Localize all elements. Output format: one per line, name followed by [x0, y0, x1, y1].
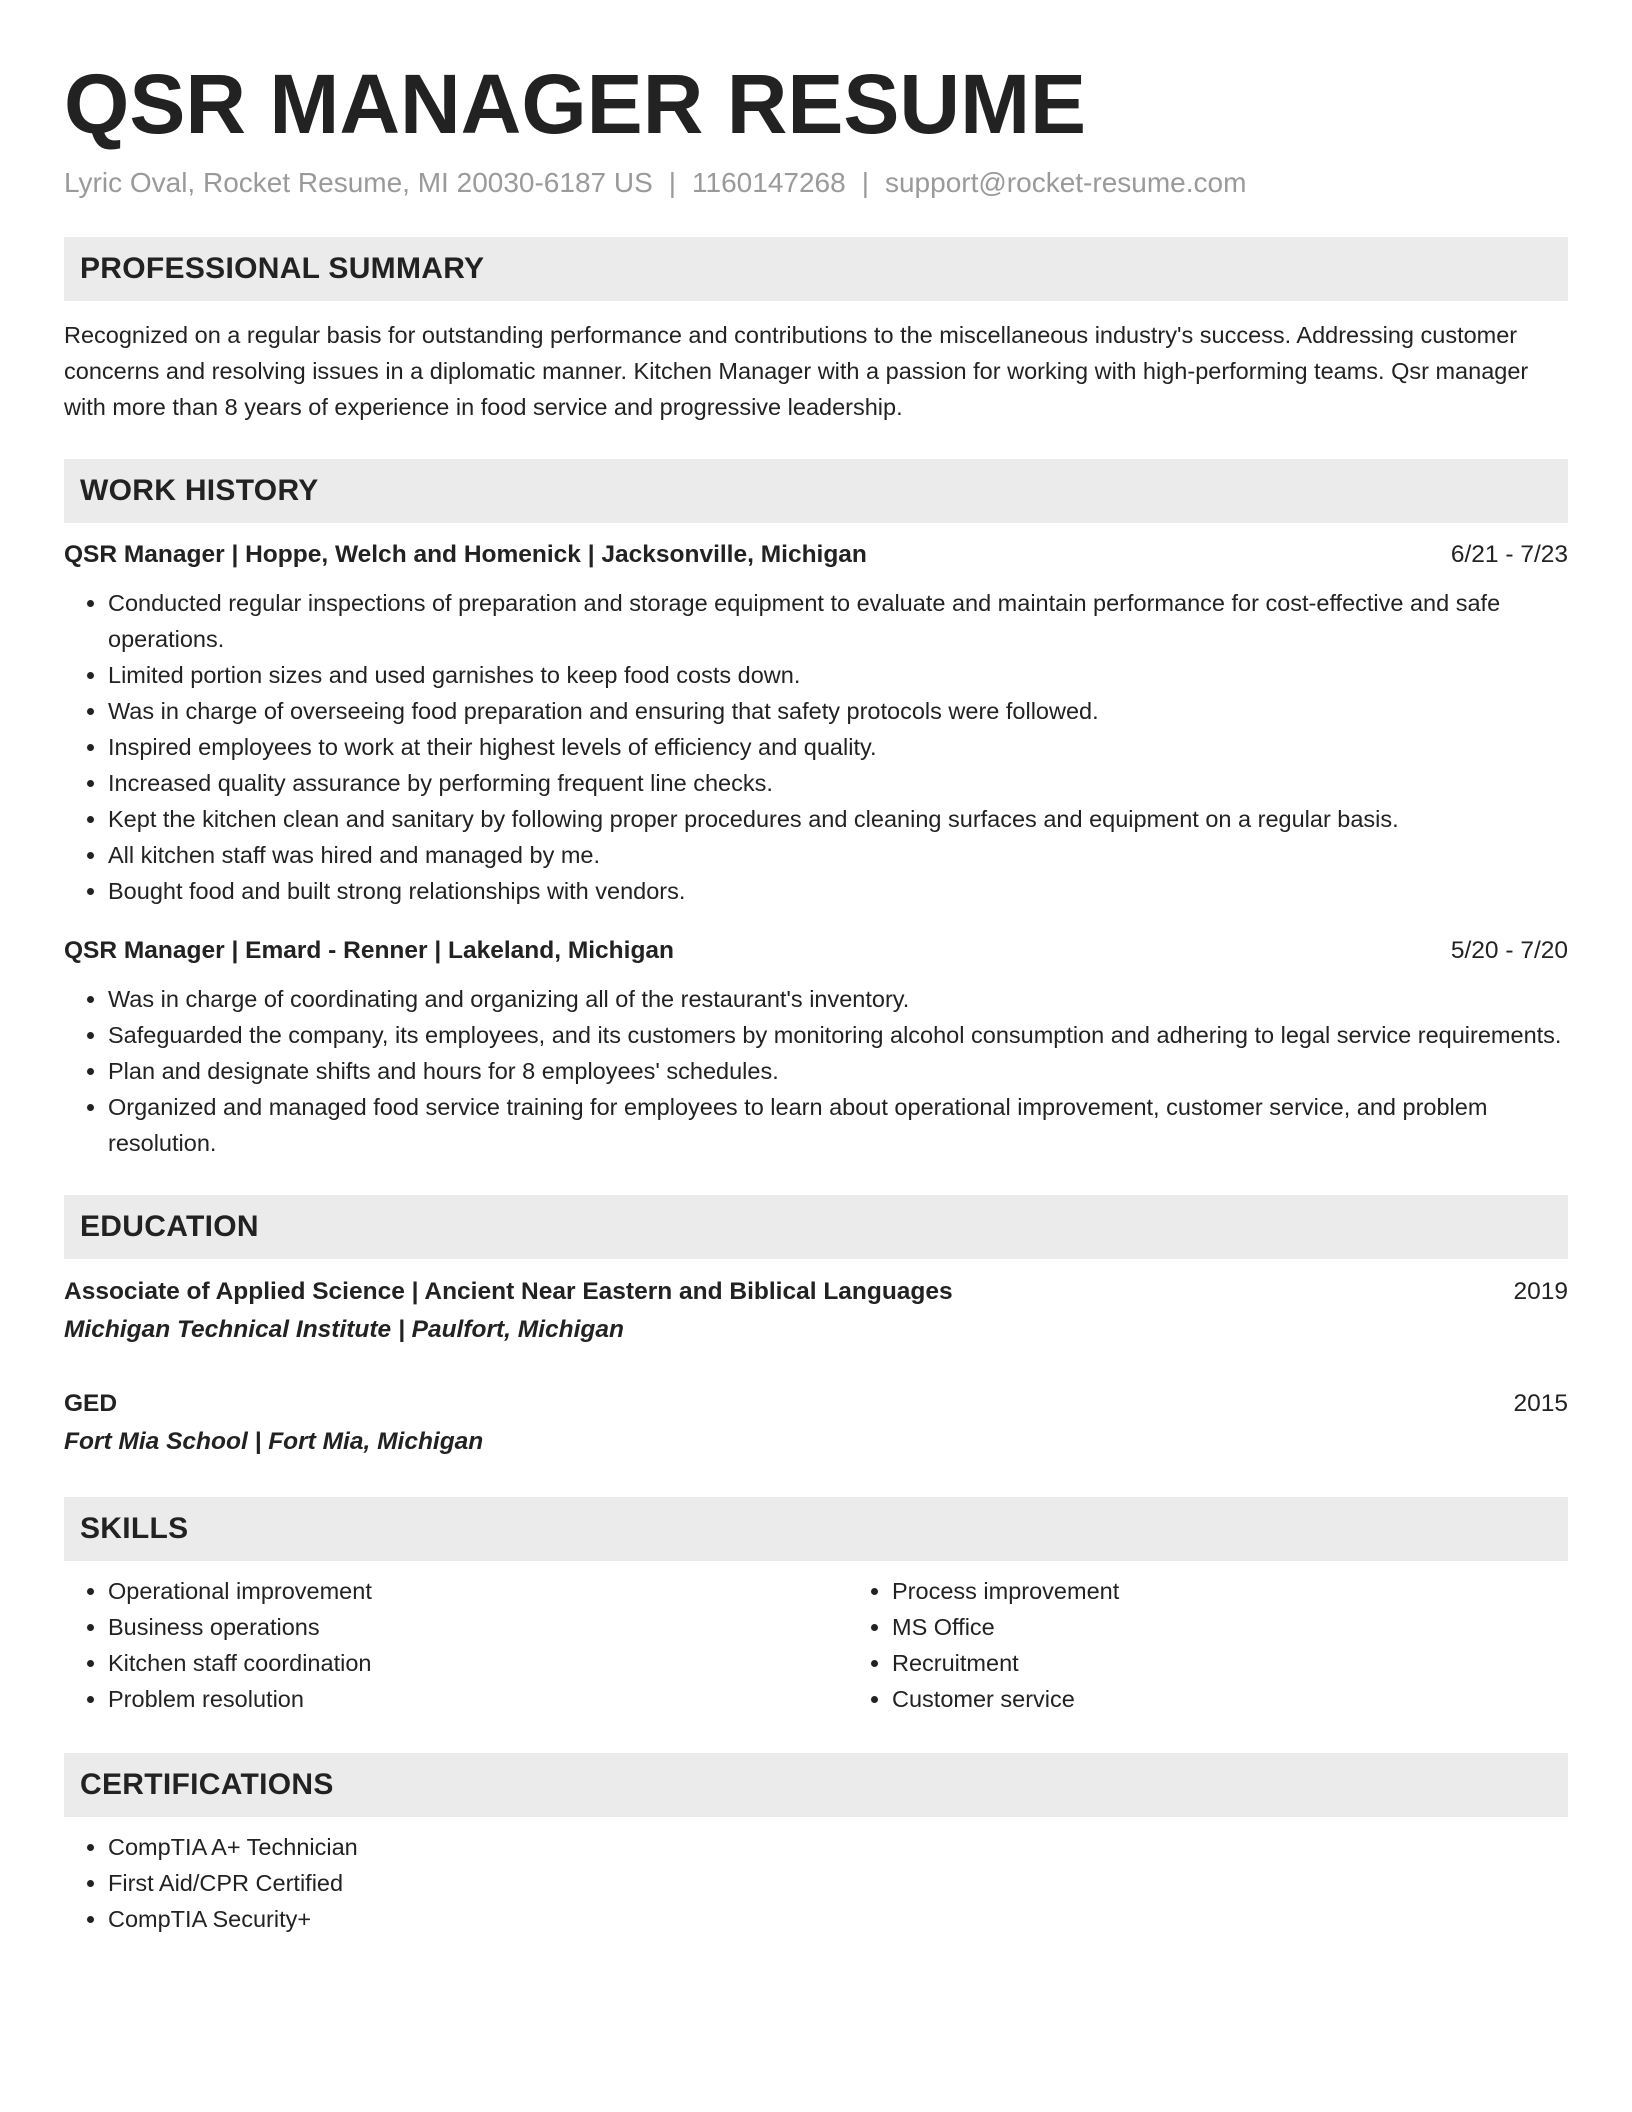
- skills-columns: [64, 1573, 1568, 1717]
- job-heading: QSR Manager | Hoppe, Welch and Homenick | Jacksonville, Michigan: [64, 540, 867, 568]
- section-title-education: EDUCATION: [80, 1209, 259, 1243]
- job-entry: [64, 537, 1568, 909]
- job-entry: [64, 933, 1568, 1161]
- list-item: • All kitchen staff was hired and managed by me.: [108, 837, 1568, 873]
- list-item: • Was in charge of overseeing food preparation and ensuring that safety protocols were followed.: [108, 693, 1568, 729]
- section-header: [64, 459, 1568, 523]
- list-item: • Increased quality assurance by performing frequent line checks.: [108, 765, 1568, 801]
- list-item: • Recruitment: [892, 1645, 1568, 1681]
- section-title-certifications: CERTIFICATIONS: [80, 1767, 334, 1801]
- education-degree: GED: [64, 1389, 118, 1417]
- education-year: 2019: [1513, 1277, 1568, 1305]
- section-header: [64, 1753, 1568, 1817]
- education-year: 2015: [1513, 1389, 1568, 1417]
- job-dates: 5/20 - 7/20: [1450, 936, 1568, 964]
- list-item: • Business operations: [108, 1609, 848, 1645]
- contact-line: [64, 165, 1568, 201]
- work-history-section: [64, 459, 1568, 1161]
- list-item: • Organized and managed food service training for employees to learn about operational improvement, customer service, and problem resolution.: [108, 1089, 1568, 1161]
- education-entry: [64, 1385, 1568, 1461]
- job-dates: 6/21 - 7/23: [1450, 540, 1568, 568]
- education-school: Michigan Technical Institute | Paulfort, Michigan: [64, 1315, 624, 1343]
- section-header: [64, 1195, 1568, 1259]
- list-item: • Operational improvement: [108, 1573, 848, 1609]
- list-item: • Was in charge of coordinating and organizing all of the restaurant's inventory.: [108, 981, 1568, 1017]
- list-item: • Plan and designate shifts and hours for 8 employees' schedules.: [108, 1053, 1568, 1089]
- section-header: [64, 1497, 1568, 1561]
- list-item: • Customer service: [892, 1681, 1568, 1717]
- summary-section: [64, 237, 1568, 425]
- certifications-list: [64, 1829, 1568, 1937]
- list-item: • Inspired employees to work at their highest levels of efficiency and quality.: [108, 729, 1568, 765]
- contact-phone: 1160147268: [692, 166, 846, 198]
- job-heading: QSR Manager | Emard - Renner | Lakeland, Michigan: [64, 936, 675, 964]
- job-bullets: [64, 585, 1568, 909]
- education-school: Fort Mia School | Fort Mia, Michigan: [64, 1427, 484, 1455]
- list-item: • Kept the kitchen clean and sanitary by following proper procedures and cleaning surfaces and equipment on a regular basis.: [108, 801, 1568, 837]
- job-bullets: [64, 981, 1568, 1161]
- skills-section: [64, 1497, 1568, 1717]
- section-title-summary: PROFESSIONAL SUMMARY: [80, 251, 485, 285]
- contact-separator: |: [861, 166, 869, 198]
- education-entry: [64, 1273, 1568, 1349]
- resume-title: QSR MANAGER RESUME: [64, 57, 1087, 151]
- list-item: • Bought food and built strong relationships with vendors.: [108, 873, 1568, 909]
- section-header: [64, 237, 1568, 301]
- list-item: • First Aid/CPR Certified: [108, 1865, 1568, 1901]
- list-item: • Process improvement: [892, 1573, 1568, 1609]
- list-item: • Safeguarded the company, its employees, and its customers by monitoring alcohol consumption and adhering to legal service requirements.: [108, 1017, 1568, 1053]
- education-section: [64, 1195, 1568, 1461]
- contact-address: Lyric Oval, Rocket Resume, MI 20030-6187 US: [64, 166, 653, 198]
- section-title-work: WORK HISTORY: [80, 473, 319, 507]
- list-item: • Problem resolution: [108, 1681, 848, 1717]
- contact-separator: |: [668, 166, 677, 198]
- skills-list-left: [64, 1573, 848, 1717]
- education-degree: Associate of Applied Science | Ancient Near Eastern and Biblical Languages: [64, 1277, 953, 1305]
- list-item: • Limited portion sizes and used garnishes to keep food costs down.: [108, 657, 1568, 693]
- summary-text: Recognized on a regular basis for outstanding performance and contributions to the miscellaneous industry's success. Addressing customer concerns and resolving issues in a diplomatic manner. Kitchen Manager with a passion for working with high-performing teams. Qsr manager with more than 8 years of experience in food service and progressive leadership.: [64, 321, 1529, 420]
- list-item: • Conducted regular inspections of preparation and storage equipment to evaluate and maintain performance for cost-effective and safe operations.: [108, 585, 1568, 657]
- skills-list-right: [848, 1573, 1568, 1717]
- list-item: • Kitchen staff coordination: [108, 1645, 848, 1681]
- list-item: • CompTIA Security+: [108, 1901, 1568, 1937]
- certifications-section: [64, 1753, 1568, 1937]
- list-item: • CompTIA A+ Technician: [108, 1829, 1568, 1865]
- section-title-skills: SKILLS: [80, 1511, 189, 1545]
- contact-email: support@rocket-resume.com: [884, 166, 1247, 198]
- list-item: • MS Office: [892, 1609, 1568, 1645]
